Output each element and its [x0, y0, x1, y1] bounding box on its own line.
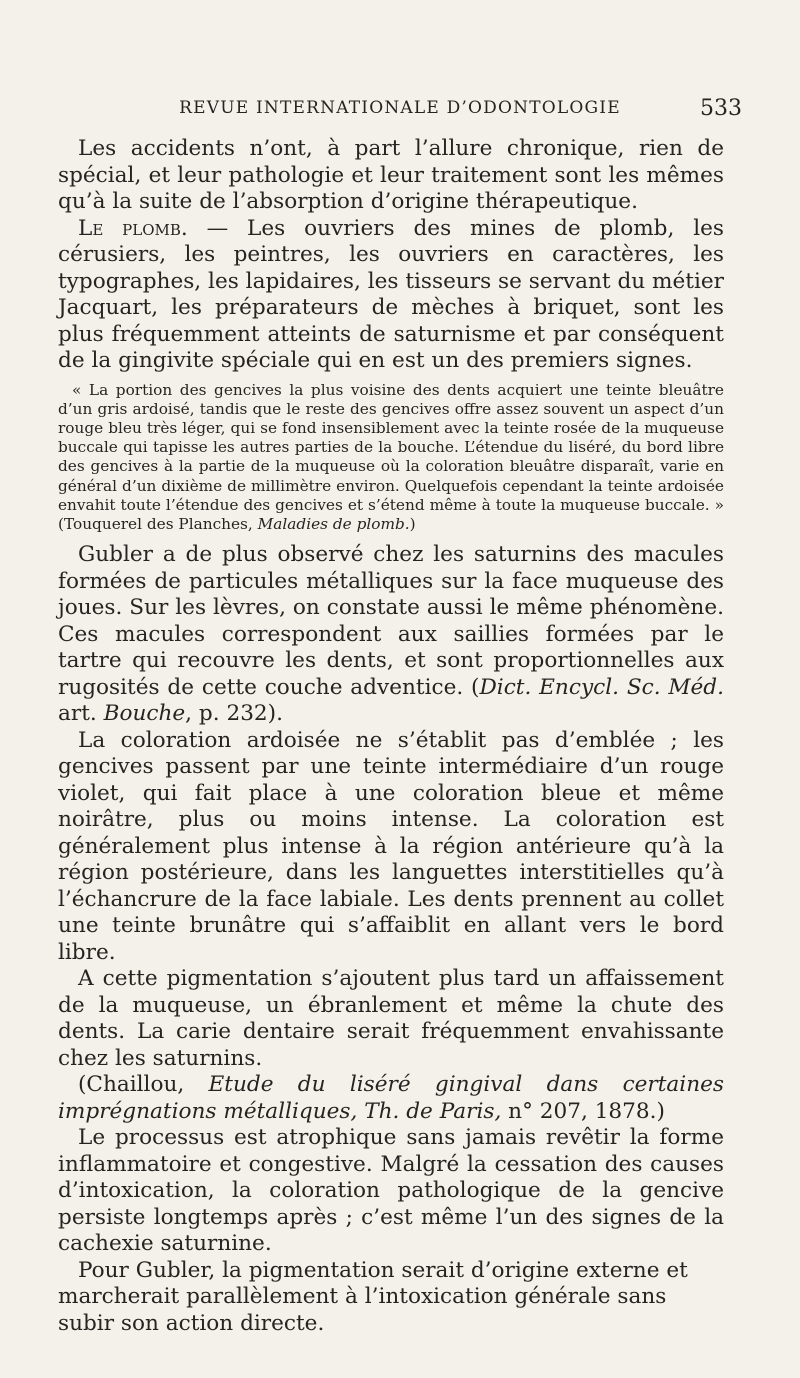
section-label-plomb: Le plomb. [78, 215, 188, 241]
chaillou-open: (Chaillou, [78, 1072, 209, 1098]
citation-bouche: Bouche [103, 701, 186, 727]
quotation-close: ) [409, 514, 416, 533]
paragraph-pigmentation: A cette pigmentation s’ajoutent plus tard un affaissement de la muqueuse, un ébranlement et même la chute des dents. La carie dentaire serait fréquemment envahissante chez les saturnins. [58, 966, 724, 1071]
chaillou-title: Etude du liséré gingival dans certaines imprégnations métalliques, Th. de Paris, [58, 1072, 724, 1124]
body-text [58, 136, 724, 1337]
quotation-touquerel [58, 381, 724, 535]
paragraph-plomb-text: — Les ouvriers des mines de plomb, les cérusiers, les peintres, les ouvriers en caractères, les typographes, les lapidaires, les tisseurs se servant du métier Jacquart, les préparateurs de mèches à briquet, sont les plus fréquemment atteints de saturnisme et par conséquent de la gingivite spéciale qui en est un des premiers signes. [58, 215, 724, 373]
chaillou-end: n° 207, 1878.) [501, 1098, 665, 1124]
running-title: REVUE INTERNATIONALE D’ODONTOLOGIE [179, 98, 621, 118]
paragraph-gubler-text: Gubler a de plus observé chez les saturnins des macules formées de particules métalliques sur la face muqueuse des joues. Sur les lèvres, on constate aussi le même phénomène. Ces macules correspondent aux saillies formées par le tartre qui recouvre les dents, et sont proportionnelles aux rugosités de cette couche adventice. ( [58, 542, 724, 700]
quotation-reference: Maladies de plomb. [257, 514, 410, 533]
page-number: 533 [700, 96, 742, 121]
paragraph-plomb [58, 216, 724, 375]
paragraph-processus: Le processus est atrophique sans jamais revêtir la forme inflammatoire et congestive. Malgré la cessation des causes d’intoxication, la coloration pathologique de la gencive persiste longtemps après ; c’est même l’un des signes de la cachexie saturnine. [58, 1125, 724, 1257]
paragraph-gubler-macules [58, 542, 724, 728]
quotation-text: « La portion des gencives la plus voisine des dents acquiert une teinte bleuâtre d’un gris ardoisé, tandis que le reste des gencives offre assez souvent un aspect d’un rouge bleu très léger, qui se fond insensiblement avec la teinte rosée de la muqueuse buccale qui tapisse les autres parties de la bouche. L’étendue du liséré, du bord libre des gencives à la partie de la muqueuse où la coloration bleuâtre disparaît, varie en général d’un dixième de millimètre environ. Quelquefois cependant la teinte ardoisée envahit toute l’étendue des gencives et s’étend même à toute la muqueuse buccale. » (Touquerel des Planches, [58, 380, 724, 533]
paragraph-coloration: La coloration ardoisée ne s’établit pas d’emblée ; les gencives passent par une teinte intermédiaire d’un rouge violet, qui fait place à une coloration bleue et même noirâtre, plus ou moins intense. La coloration est généralement plus intense à la région antérieure qu’à la région postérieure, dans les languettes interstitielles qu’à l’échancrure de la face labiale. Les dents prennent au collet une teinte brunâtre qui s’affaiblit en allant vers le bord libre. [58, 727, 724, 965]
citation-page: , p. 232). [185, 701, 283, 727]
paragraph-accidents: Les accidents n’ont, à part l’allure chronique, rien de spécial, et leur pathologie et leur traitement sont les mêmes qu’à la suite de l’absorption d’origine thérapeutique. [58, 136, 724, 214]
paragraph-chaillou [58, 1072, 724, 1125]
paragraph-gubler-origine: Pour Gubler, la pigmentation serait d’origine externe et marcherait parallèlement à l’intoxication générale sans subir son action directe. [58, 1257, 688, 1336]
citation-dict: Dict. Encycl. Sc. Méd. [479, 674, 724, 700]
page-header [58, 96, 742, 122]
citation-art: art. [58, 701, 104, 727]
